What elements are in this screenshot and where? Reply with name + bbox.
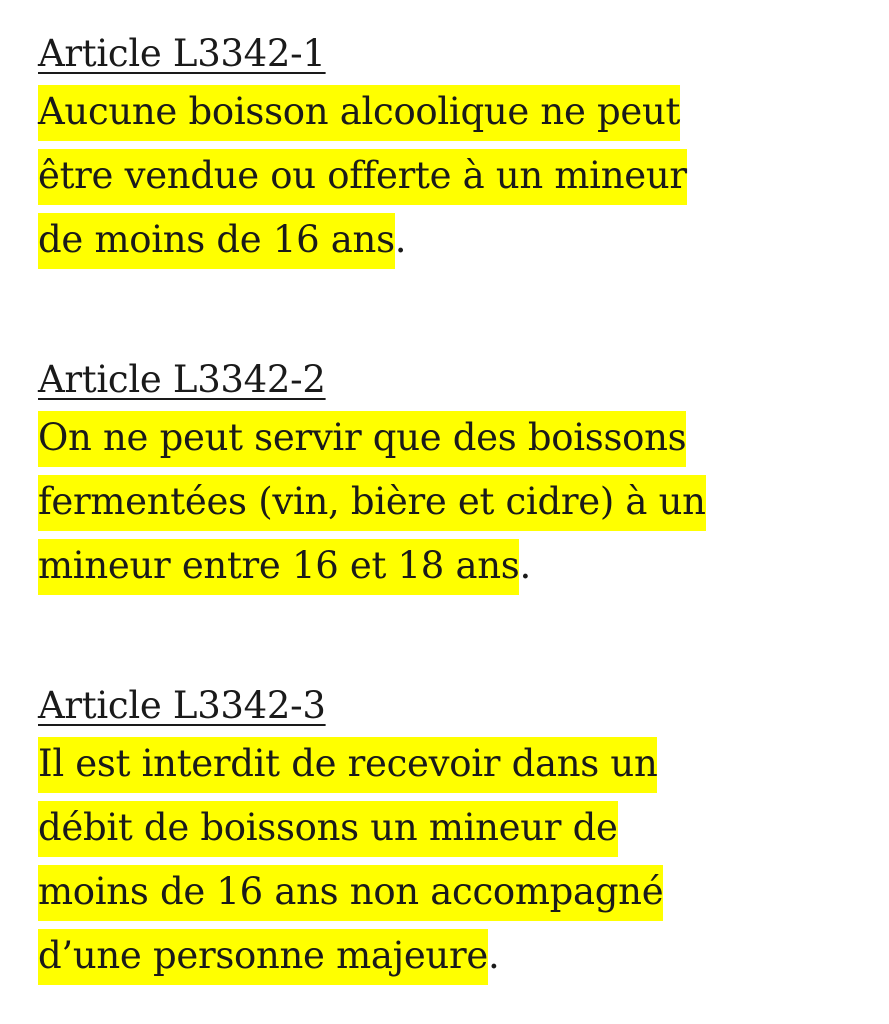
highlighted-text: débit de boissons un mineur de: [38, 801, 618, 857]
trailing-period: .: [519, 544, 531, 587]
highlighted-text: On ne peut servir que des boissons: [38, 411, 686, 467]
text-line: [38, 80, 878, 144]
article-body: [38, 732, 878, 988]
text-line: [38, 796, 878, 860]
article-heading: Article L3342-3: [38, 684, 326, 727]
text-line: [38, 208, 878, 272]
highlighted-text: moins de 16 ans non accompagné: [38, 865, 663, 921]
highlighted-text: être vendue ou offerte à un mineur: [38, 149, 687, 205]
highlighted-text: de moins de 16 ans: [38, 213, 395, 269]
text-line: [38, 732, 878, 796]
highlighted-text: d’une personne majeure: [38, 929, 488, 985]
text-line: [38, 470, 878, 534]
highlighted-text: Il est interdit de recevoir dans un: [38, 737, 657, 793]
trailing-period: .: [487, 934, 500, 977]
text-line: [38, 924, 878, 988]
article-l3342-3: [38, 680, 878, 988]
text-line: [38, 144, 878, 208]
highlighted-text: fermentées (vin, bière et cidre) à un: [38, 475, 706, 531]
text-line: [38, 406, 878, 470]
article-l3342-2: [38, 354, 878, 598]
text-line: [38, 534, 878, 598]
text-line: [38, 860, 878, 924]
article-heading: Article L3342-2: [38, 358, 326, 401]
article-body: [38, 406, 878, 598]
article-body: [38, 80, 878, 272]
trailing-period: .: [394, 218, 407, 261]
article-heading: Article L3342-1: [38, 32, 326, 75]
highlighted-text: mineur entre 16 et 18 ans: [38, 539, 519, 595]
highlighted-text: Aucune boisson alcoolique ne peut: [38, 85, 680, 141]
article-l3342-1: [38, 28, 878, 272]
